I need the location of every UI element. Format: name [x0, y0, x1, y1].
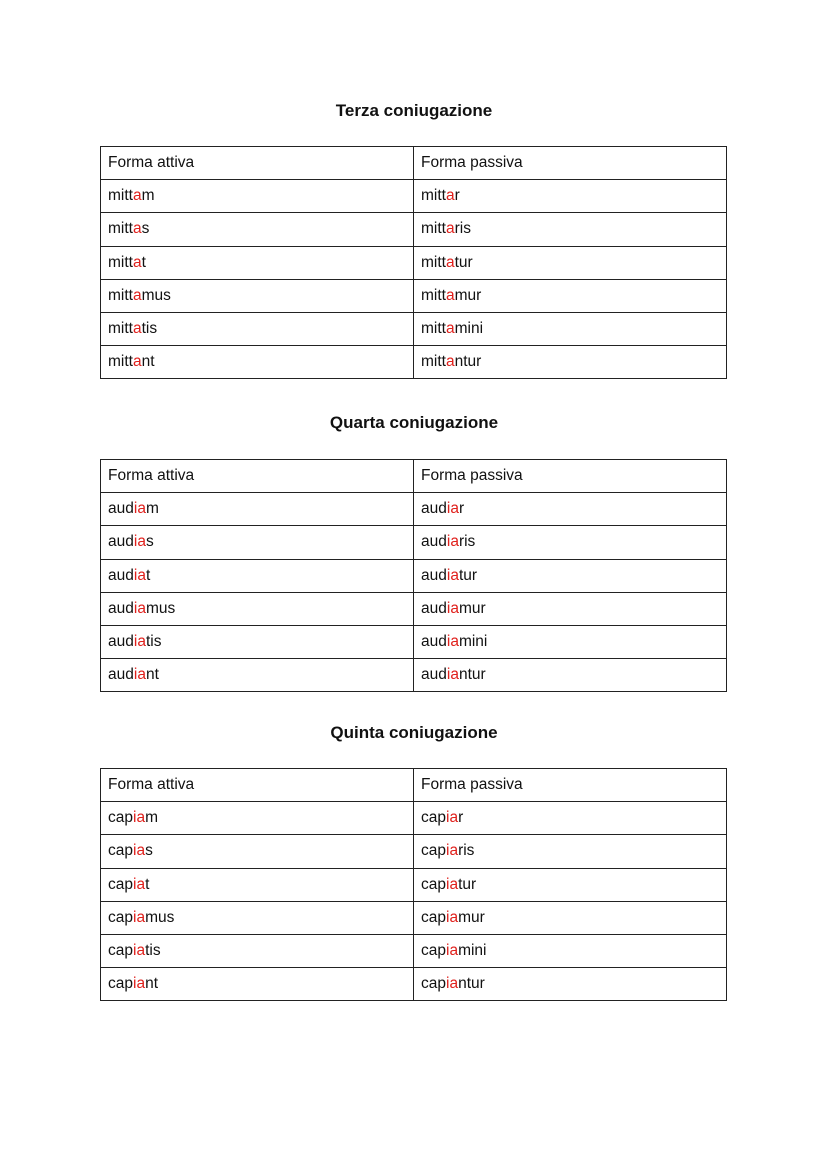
column-header: Forma passiva: [414, 769, 727, 802]
table-row: [101, 526, 727, 559]
ending-highlight: ia: [446, 666, 459, 684]
active-form-cell: [101, 180, 414, 213]
section-title: Quinta coniugazione: [330, 723, 498, 742]
ending-highlight: a: [132, 286, 142, 304]
suffix: ris: [458, 842, 475, 860]
ending-highlight: a: [132, 187, 142, 205]
table-row: [101, 180, 727, 213]
column-header: Forma attiva: [101, 769, 414, 802]
header-row: [101, 147, 727, 180]
suffix: mus: [145, 908, 175, 926]
ending-highlight: ia: [133, 809, 146, 827]
stem: aud: [108, 566, 134, 584]
ending-highlight: ia: [133, 842, 146, 860]
ending-highlight: a: [445, 353, 455, 371]
ending-highlight: a: [132, 320, 142, 338]
table-row: [101, 246, 727, 279]
stem: mitt: [108, 253, 133, 271]
passive-form-cell: [414, 312, 727, 345]
passive-form-cell: [414, 526, 727, 559]
active-form-cell: [101, 625, 414, 658]
passive-form-cell: [414, 835, 727, 868]
ending-highlight: ia: [446, 809, 459, 827]
stem: mitt: [421, 286, 446, 304]
ending-highlight: a: [445, 187, 455, 205]
stem: mitt: [421, 320, 446, 338]
suffix: mus: [145, 599, 176, 617]
ending-highlight: ia: [446, 975, 459, 993]
suffix: nt: [145, 975, 159, 993]
suffix: ntur: [458, 666, 486, 684]
stem: cap: [108, 809, 133, 827]
ending-highlight: ia: [446, 500, 459, 518]
suffix: mini: [458, 633, 488, 651]
stem: mitt: [108, 187, 133, 205]
active-form-cell: [101, 213, 414, 246]
table-row: [101, 868, 727, 901]
suffix: r: [454, 187, 460, 205]
passive-form-cell: [414, 279, 727, 312]
passive-form-cell: [414, 346, 727, 379]
suffix: tis: [145, 633, 162, 651]
suffix: tis: [141, 320, 158, 338]
ending-highlight: a: [132, 253, 142, 271]
ending-highlight: ia: [133, 500, 146, 518]
ending-highlight: a: [132, 220, 142, 238]
stem: mitt: [108, 320, 133, 338]
stem: mitt: [108, 220, 133, 238]
ending-highlight: ia: [446, 875, 459, 893]
stem: cap: [421, 842, 446, 860]
stem: cap: [108, 842, 133, 860]
suffix: r: [458, 500, 465, 518]
suffix: mini: [454, 320, 484, 338]
ending-highlight: ia: [446, 908, 459, 926]
ending-highlight: ia: [133, 942, 146, 960]
passive-form-cell: [414, 493, 727, 526]
table-row: [101, 213, 727, 246]
suffix: t: [141, 253, 146, 271]
stem: aud: [421, 599, 447, 617]
table-row: [101, 559, 727, 592]
passive-form-cell: [414, 968, 727, 1001]
ending-highlight: a: [132, 353, 142, 371]
ending-highlight: a: [445, 286, 455, 304]
suffix: mus: [141, 286, 171, 304]
ending-highlight: ia: [446, 599, 459, 617]
table-row: [101, 592, 727, 625]
passive-form-cell: [414, 901, 727, 934]
table-row: [101, 901, 727, 934]
suffix: m: [145, 809, 158, 827]
suffix: ris: [458, 533, 476, 551]
passive-form-cell: [414, 659, 727, 692]
active-form-cell: [101, 279, 414, 312]
suffix: tur: [458, 875, 477, 893]
suffix: ntur: [458, 975, 485, 993]
column-header: Forma attiva: [101, 147, 414, 180]
passive-form-cell: [414, 246, 727, 279]
section-title: Quarta coniugazione: [329, 413, 499, 432]
suffix: m: [145, 500, 159, 518]
suffix: t: [145, 566, 151, 584]
ending-highlight: a: [445, 320, 455, 338]
active-form-cell: [101, 868, 414, 901]
suffix: s: [141, 220, 150, 238]
stem: cap: [421, 975, 446, 993]
active-form-cell: [101, 835, 414, 868]
ending-highlight: a: [445, 253, 455, 271]
suffix: mini: [458, 942, 487, 960]
conjugation-table: [100, 146, 727, 379]
active-form-cell: [101, 246, 414, 279]
table-row: [101, 625, 727, 658]
active-form-cell: [101, 659, 414, 692]
stem: aud: [108, 533, 134, 551]
stem: cap: [108, 875, 133, 893]
stem: aud: [108, 666, 134, 684]
ending-highlight: ia: [446, 842, 459, 860]
suffix: r: [458, 809, 464, 827]
ending-highlight: ia: [133, 599, 146, 617]
table-row: [101, 802, 727, 835]
stem: aud: [108, 633, 134, 651]
ending-highlight: ia: [446, 566, 459, 584]
table-row: [101, 934, 727, 967]
active-form-cell: [101, 312, 414, 345]
stem: mitt: [421, 253, 446, 271]
table-row: [101, 312, 727, 345]
suffix: tis: [145, 942, 161, 960]
active-form-cell: [101, 559, 414, 592]
stem: aud: [421, 500, 447, 518]
stem: aud: [108, 599, 134, 617]
table-row: [101, 835, 727, 868]
suffix: mur: [458, 908, 485, 926]
passive-form-cell: [414, 180, 727, 213]
ending-highlight: a: [445, 220, 455, 238]
stem: cap: [421, 908, 446, 926]
stem: aud: [421, 666, 447, 684]
stem: cap: [421, 942, 446, 960]
passive-form-cell: [414, 625, 727, 658]
passive-form-cell: [414, 802, 727, 835]
ending-highlight: ia: [446, 633, 459, 651]
column-header: Forma passiva: [414, 460, 727, 493]
ending-highlight: ia: [133, 633, 146, 651]
active-form-cell: [101, 802, 414, 835]
ending-highlight: ia: [133, 908, 146, 926]
active-form-cell: [101, 934, 414, 967]
conjugation-table: [100, 459, 727, 692]
stem: aud: [421, 533, 447, 551]
stem: cap: [421, 809, 446, 827]
suffix: s: [145, 842, 153, 860]
stem: mitt: [421, 187, 446, 205]
column-header: Forma attiva: [101, 460, 414, 493]
suffix: mur: [454, 286, 482, 304]
ending-highlight: ia: [133, 875, 146, 893]
active-form-cell: [101, 493, 414, 526]
stem: mitt: [108, 286, 133, 304]
stem: mitt: [421, 353, 446, 371]
active-form-cell: [101, 526, 414, 559]
table-row: [101, 346, 727, 379]
active-form-cell: [101, 968, 414, 1001]
stem: aud: [421, 633, 447, 651]
table-row: [101, 493, 727, 526]
ending-highlight: ia: [446, 942, 459, 960]
header-row: [101, 460, 727, 493]
passive-form-cell: [414, 868, 727, 901]
passive-form-cell: [414, 934, 727, 967]
section-title: Terza coniugazione: [335, 101, 493, 120]
column-header: Forma passiva: [414, 147, 727, 180]
table-row: [101, 659, 727, 692]
suffix: ntur: [454, 353, 482, 371]
conjugation-table: [100, 768, 727, 1001]
suffix: tur: [458, 566, 478, 584]
suffix: t: [145, 875, 150, 893]
stem: cap: [421, 875, 446, 893]
suffix: mur: [458, 599, 486, 617]
suffix: nt: [145, 666, 159, 684]
ending-highlight: ia: [133, 566, 146, 584]
ending-highlight: ia: [446, 533, 459, 551]
active-form-cell: [101, 592, 414, 625]
suffix: m: [141, 187, 155, 205]
active-form-cell: [101, 346, 414, 379]
passive-form-cell: [414, 592, 727, 625]
passive-form-cell: [414, 213, 727, 246]
table-row: [101, 968, 727, 1001]
stem: aud: [421, 566, 447, 584]
ending-highlight: ia: [133, 533, 146, 551]
stem: cap: [108, 942, 133, 960]
stem: cap: [108, 908, 133, 926]
table-row: [101, 279, 727, 312]
suffix: tur: [454, 253, 473, 271]
stem: mitt: [421, 220, 446, 238]
active-form-cell: [101, 901, 414, 934]
ending-highlight: ia: [133, 975, 146, 993]
stem: mitt: [108, 353, 133, 371]
stem: aud: [108, 500, 134, 518]
suffix: s: [145, 533, 154, 551]
ending-highlight: ia: [133, 666, 146, 684]
suffix: nt: [141, 353, 155, 371]
header-row: [101, 769, 727, 802]
passive-form-cell: [414, 559, 727, 592]
suffix: ris: [454, 220, 471, 238]
stem: cap: [108, 975, 133, 993]
